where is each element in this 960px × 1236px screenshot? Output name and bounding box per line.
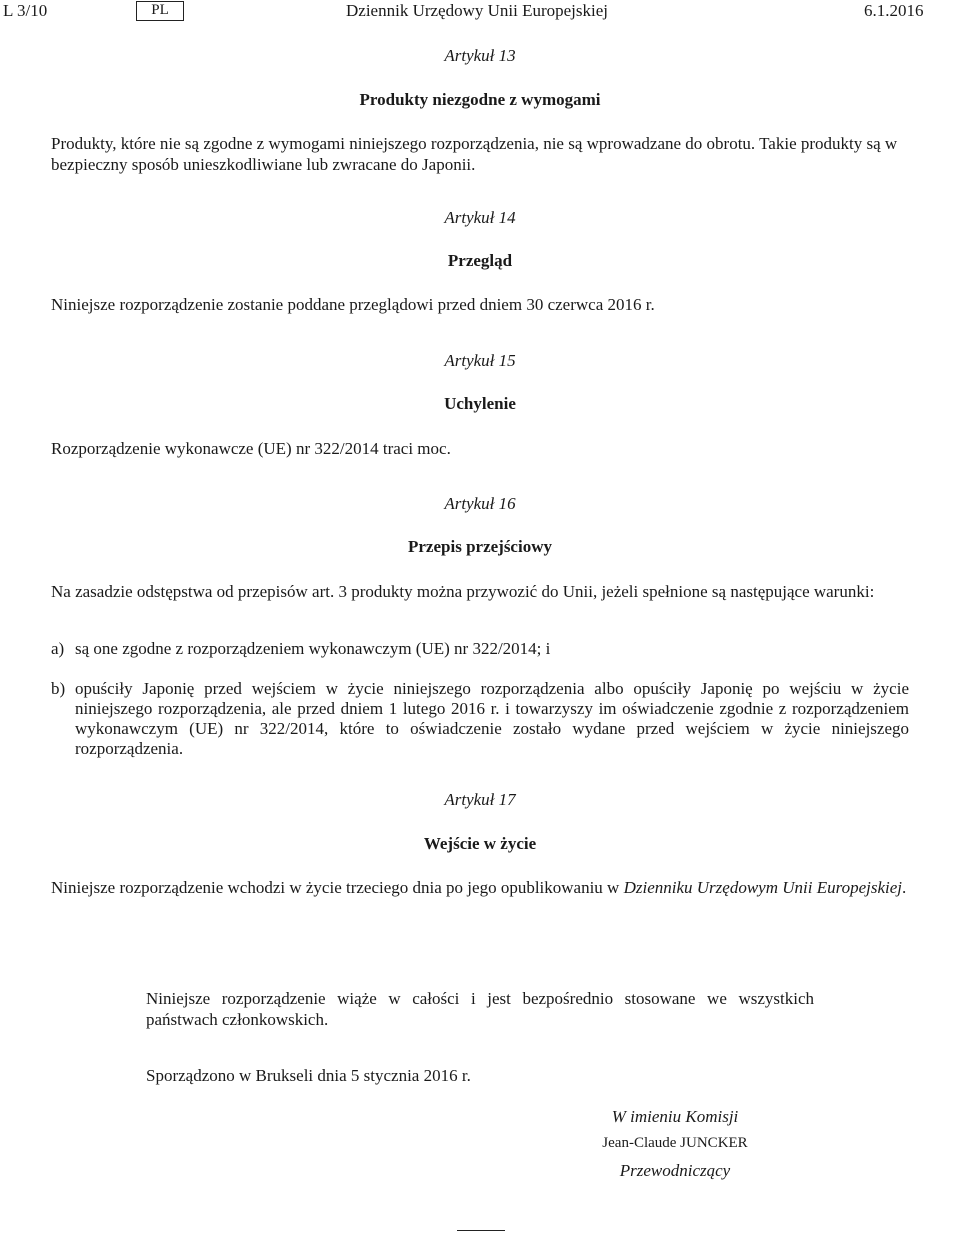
- article-17-text: [51, 877, 909, 898]
- list-item-b: [51, 679, 909, 759]
- article-15-text: Rozporządzenie wykonawcze (UE) nr 322/2014 traci moc.: [51, 439, 451, 458]
- signatory-name: Jean-Claude JUNCKER: [602, 1135, 748, 1151]
- article-15-number: Artykuł 15: [444, 351, 516, 370]
- article-14-text: Niniejsze rozporządzenie zostanie poddane przeglądowi przed dniem 30 czerwca 2016 r.: [51, 295, 655, 314]
- article-17-text-end: .: [902, 878, 907, 897]
- list-item-label: a): [51, 639, 65, 658]
- place-and-date: Sporządzono w Brukseli dnia 5 stycznia 2016 r.: [146, 1066, 471, 1085]
- article-13-number: Artykuł 13: [444, 46, 516, 65]
- article-17-number: Artykuł 17: [444, 790, 516, 809]
- signature-on-behalf: W imieniu Komisji: [611, 1107, 739, 1126]
- list-item-text: opuściły Japonię przed wejściem w życie niniejszego rozporządzenia albo opuściły Japonię po wejściu w życie niniejszego rozporządzenia, ale przed dniem 1 lutego 2016 r. i towarzyszy im oświadczenie zgodnie z rozporządzeniem wykonawczym (UE) nr 322/2014, które to oświadczenie zostało wydane przed wejściem w życie niniejszego rozporządzenia.: [75, 679, 909, 758]
- footer-rule: [457, 1230, 505, 1231]
- article-17-title: Wejście w życie: [423, 834, 537, 853]
- publication-date: 6.1.2016: [864, 1, 924, 20]
- article-17-text-start: Niniejsze rozporządzenie wchodzi w życie trzeciego dnia po jego opublikowaniu w: [51, 878, 624, 897]
- article-14-title: Przegląd: [447, 251, 513, 270]
- article-16-number: Artykuł 16: [444, 494, 516, 513]
- article-13-text: Produkty, które nie są zgodne z wymogami niniejszego rozporządzenia, nie są wprowadzane do obrotu. Takie produkty są w bezpieczny sposób unieszkodliwiane lub zwracane do Japonii.: [51, 134, 898, 174]
- article-15-title: Uchylenie: [444, 394, 516, 413]
- list-item-label: b): [51, 679, 66, 698]
- list-item-a: [51, 639, 909, 659]
- journal-name-italic: Dzienniku Urzędowym Unii Europejskiej: [623, 878, 903, 897]
- list-item-text: są one zgodne z rozporządzeniem wykonawczym (UE) nr 322/2014; i: [75, 639, 551, 658]
- journal-title: Dziennik Urzędowy Unii Europejskiej: [346, 1, 609, 20]
- article-16-title: Przepis przejściowy: [408, 537, 552, 556]
- article-14-number: Artykuł 14: [444, 208, 516, 227]
- article-16-text: Na zasadzie odstępstwa od przepisów art. 3 produkty można przywozić do Unii, jeżeli spełnione są następujące warunki:: [51, 582, 875, 601]
- language-box: PL: [136, 1, 184, 21]
- signatory-role: Przewodniczący: [619, 1161, 731, 1180]
- page-reference: L 3/10: [3, 1, 48, 20]
- binding-statement: Niniejsze rozporządzenie wiąże w całości i jest bezpośrednio stosowane we wszystkich państwach członkowskich.: [146, 989, 814, 1029]
- article-13-title: Produkty niezgodne z wymogami: [359, 90, 601, 109]
